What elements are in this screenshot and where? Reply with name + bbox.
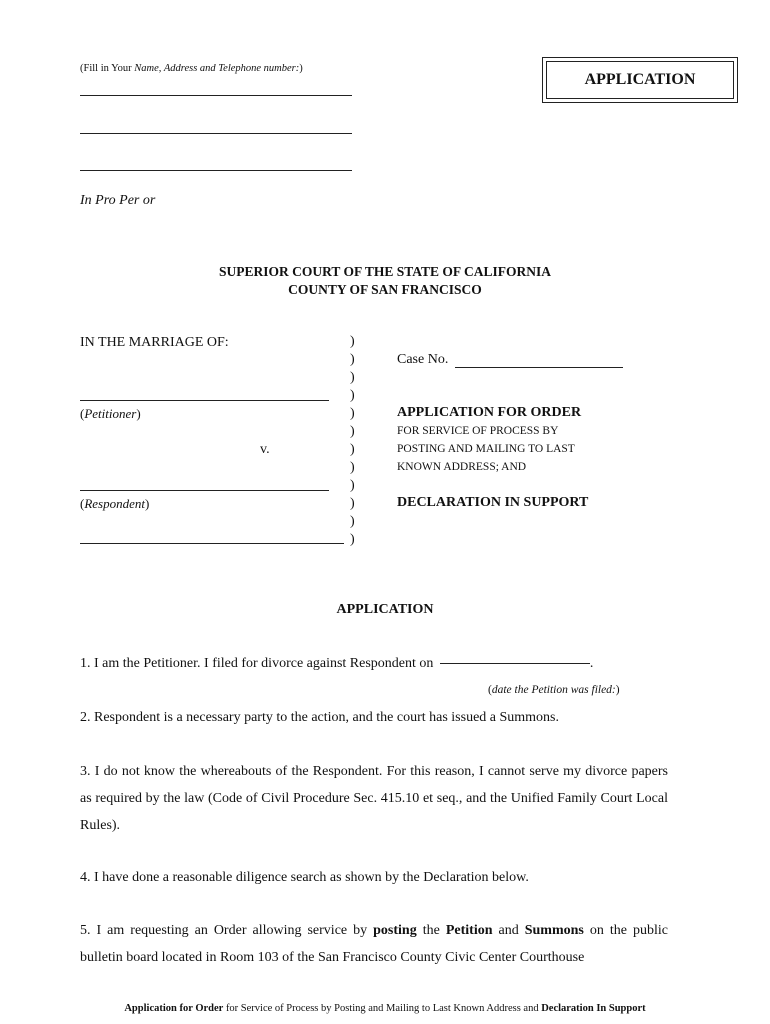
case-number-label: Case No. — [397, 352, 449, 367]
name-field-line[interactable] — [80, 95, 352, 96]
caption-paren: ) — [350, 514, 355, 529]
extra-party-line[interactable] — [80, 543, 344, 544]
application-title-box — [542, 57, 738, 103]
document-title: APPLICATION FOR ORDER — [397, 405, 582, 420]
paragraph-4: 4. I have done a reasonable diligence search as shown by the Declaration below. — [80, 870, 529, 885]
caption-paren: ) — [350, 496, 355, 511]
phone-field-line[interactable] — [80, 170, 352, 171]
caption-paren: ) — [350, 406, 355, 421]
respondent-name-line[interactable] — [80, 490, 329, 491]
pro-per-label: In Pro Per or — [80, 193, 156, 208]
respondent-label: (Respondent) — [80, 496, 150, 511]
filing-date-line[interactable] — [440, 663, 590, 664]
caption-paren: ) — [350, 532, 355, 547]
caption-paren: ) — [350, 334, 355, 349]
paragraph-1: 1. I am the Petitioner. I filed for divorce against Respondent on . — [80, 656, 594, 671]
caption-paren: ) — [350, 460, 355, 475]
filing-date-hint: (date the Petition was filed:) — [488, 684, 620, 696]
caption-paren: ) — [350, 478, 355, 493]
petitioner-name-line[interactable] — [80, 400, 329, 401]
court-name: SUPERIOR COURT OF THE STATE OF CALIFORNIA — [218, 264, 552, 279]
document-subtitle-3: KNOWN ADDRESS; AND — [397, 461, 527, 473]
application-title: APPLICATION — [546, 61, 734, 99]
address-field-line[interactable] — [80, 133, 352, 134]
paragraph-3: 3. I do not know the whereabouts of the Respondent. For this reason, I cannot serve my divorce papers as required by the law (Code of Civil Procedure Sec. 415.10 et seq., and the Unified Family Court Local Rules). — [80, 764, 668, 833]
declaration-title: DECLARATION IN SUPPORT — [397, 495, 589, 510]
paragraph-5: 5. I am requesting an Order allowing service by posting the Petition and Summons on the public bulletin board located in Room 103 of the San Francisco County Civic Center Courthouse — [80, 923, 668, 965]
section-heading: APPLICATION — [336, 602, 434, 617]
court-county: COUNTY OF SAN FRANCISCO — [288, 282, 482, 297]
document-subtitle-1: FOR SERVICE OF PROCESS BY — [397, 425, 559, 437]
page-footer: Application for Order for Service of Process by Posting and Mailing to Last Known Address and Declaration In Support — [124, 1003, 646, 1014]
petitioner-label: (Petitioner) — [80, 406, 141, 421]
caption-paren: ) — [350, 352, 355, 367]
caption-paren: ) — [350, 442, 355, 457]
case-number-line[interactable] — [455, 367, 623, 368]
caption-paren: ) — [350, 370, 355, 385]
paragraph-2: 2. Respondent is a necessary party to the action, and the court has issued a Summons. — [80, 710, 560, 725]
versus-label: v. — [260, 442, 270, 457]
document-subtitle-2: POSTING AND MAILING TO LAST — [397, 443, 575, 455]
caption-paren: ) — [350, 424, 355, 439]
fill-in-instruction: (Fill in Your Name, Address and Telephone number:) — [80, 63, 303, 74]
marriage-of-label: IN THE MARRIAGE OF: — [80, 335, 229, 350]
caption-paren: ) — [350, 388, 355, 403]
